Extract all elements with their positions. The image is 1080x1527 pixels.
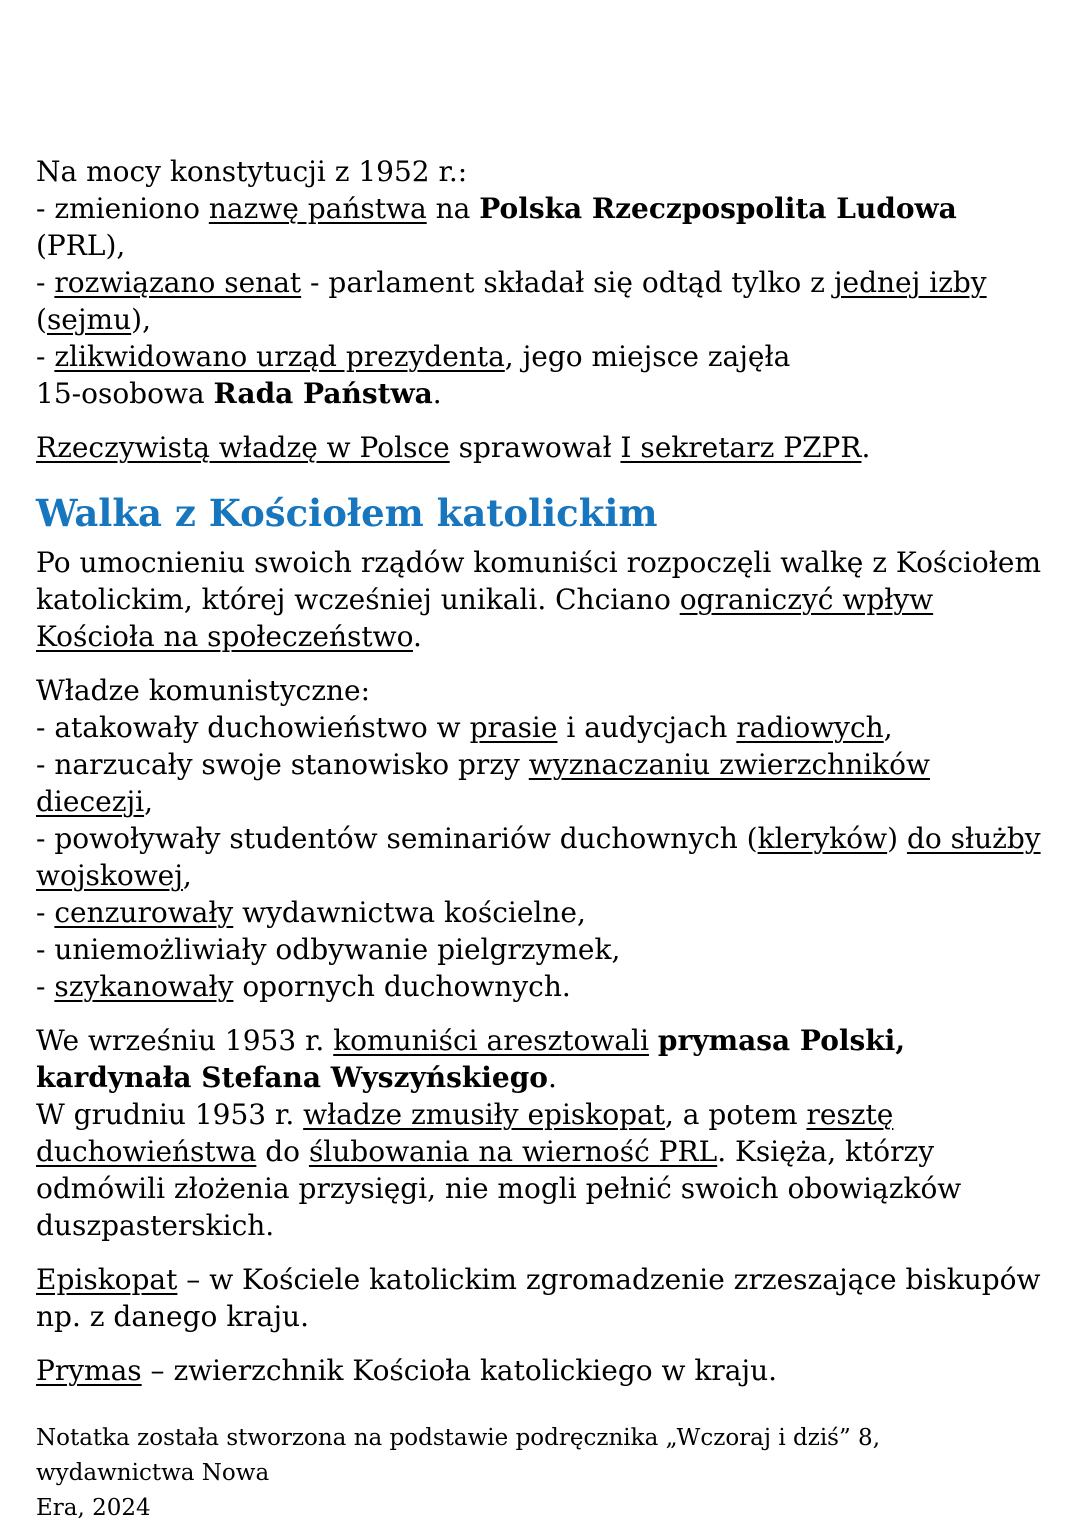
text-run: ) xyxy=(887,822,907,855)
text-run: , xyxy=(182,859,192,892)
text-run: resztę xyxy=(806,1098,894,1131)
text-run: komuniści aresztowali xyxy=(333,1024,649,1057)
para-communist-authorities xyxy=(36,672,1042,1005)
text-run: diecezji xyxy=(36,785,145,818)
text-run: - xyxy=(36,896,55,929)
text-run: . xyxy=(861,431,871,464)
text-run: nazwę państwa xyxy=(208,192,427,225)
footer-source-note xyxy=(36,1421,1042,1526)
text-run: Polska Rzeczpospolita Ludowa xyxy=(479,192,957,225)
text-run: . xyxy=(412,620,422,653)
text-run: jednej izby xyxy=(833,266,987,299)
text-run: – zwierzchnik Kościoła katolickiego w kraju. xyxy=(141,1354,778,1387)
text-run: duszpasterskich. xyxy=(36,1209,275,1242)
text-run: prymasa Polski, xyxy=(657,1024,906,1057)
text-run: - narzucały swoje stanowisko przy xyxy=(36,748,529,781)
text-run: rozwiązano senat xyxy=(54,266,302,299)
text-run: radiowych xyxy=(736,711,884,744)
para-church-intro xyxy=(36,544,1042,655)
text-run: wojskowej xyxy=(36,859,183,892)
text-run: Kościoła na społeczeństwo xyxy=(36,620,413,653)
text-run: , jego miejsce zajęła xyxy=(504,340,791,373)
text-run: , xyxy=(144,785,153,818)
section-heading-walka xyxy=(36,491,1042,536)
text-run: I sekretarz PZPR xyxy=(620,431,862,464)
document-body xyxy=(36,153,1042,1526)
text-run: kleryków xyxy=(757,822,888,855)
para-real-power xyxy=(36,429,1042,466)
para-constitution-1952 xyxy=(36,153,1042,412)
text-run: Walka z Kościołem katolickim xyxy=(36,491,658,535)
text-run: (PRL), xyxy=(36,229,126,262)
text-run: odmówili złożenia przysięgi, nie mogli pełnić swoich obowiązków xyxy=(36,1172,962,1205)
text-run: Era, 2024 xyxy=(36,1495,151,1521)
text-run: Rzeczywistą władzę w Polsce xyxy=(36,431,450,464)
text-run: - atakowały duchowieństwo w xyxy=(36,711,470,744)
text-run: ograniczyć wpływ xyxy=(679,583,934,616)
text-run: Na mocy konstytucji z 1952 r.: xyxy=(36,155,468,188)
para-wyszynski-arrest xyxy=(36,1022,1042,1244)
text-run: cenzurowały xyxy=(54,896,234,929)
text-run: - powoływały studentów seminariów duchownych ( xyxy=(36,822,758,855)
text-run: . xyxy=(432,377,442,410)
text-run: 15-osobowa xyxy=(36,377,214,410)
text-run: Episkopat xyxy=(36,1263,178,1296)
text-run: We wrześniu 1953 r. xyxy=(36,1024,334,1057)
text-run: W grudniu 1953 r. xyxy=(36,1098,304,1131)
text-run: Notatka została stworzona na podstawie podręcznika „Wczoraj i dziś” 8, wydawnictwa Nowa xyxy=(36,1425,881,1486)
text-run: , xyxy=(883,711,893,744)
text-run: wydawnictwa kościelne, xyxy=(233,896,586,929)
text-run: do xyxy=(256,1135,309,1168)
text-run: Władze komunistyczne: xyxy=(36,674,371,707)
text-run: . xyxy=(547,1061,557,1094)
text-run: sprawował xyxy=(449,431,621,464)
text-run: zlikwidowano urząd prezydenta xyxy=(54,340,505,373)
text-run: - parlament składał się odtąd tylko z xyxy=(301,266,834,299)
text-run: sejmu xyxy=(46,303,132,336)
text-run: ( xyxy=(36,303,47,336)
text-run: , a potem xyxy=(665,1098,807,1131)
text-run: - xyxy=(36,340,55,373)
para-prymas-definition xyxy=(36,1352,1042,1389)
text-run: wyznaczaniu zwierzchników xyxy=(528,748,930,781)
text-run: Prymas xyxy=(36,1354,142,1387)
text-run: ), xyxy=(131,303,151,336)
text-run: - xyxy=(36,266,55,299)
text-run: np. z danego kraju. xyxy=(36,1300,309,1333)
para-episkopat-definition xyxy=(36,1261,1042,1335)
text-run: szykanowały xyxy=(54,970,234,1003)
text-run: - zmieniono xyxy=(36,192,209,225)
text-run: . Księża, którzy xyxy=(717,1135,935,1168)
text-run: władze zmusiły episkopat xyxy=(303,1098,665,1131)
text-run: ślubowania na wierność PRL xyxy=(308,1135,718,1168)
text-run: - xyxy=(36,970,55,1003)
text-run: do służby xyxy=(906,822,1041,855)
text-run: kardynała Stefana Wyszyńskiego xyxy=(36,1061,548,1094)
text-run: na xyxy=(426,192,480,225)
text-run: - uniemożliwiały odbywanie pielgrzymek, xyxy=(36,933,621,966)
text-run: Po umocnieniu swoich rządów komuniści rozpoczęli walkę z Kościołem xyxy=(36,546,1041,579)
text-run xyxy=(649,1024,658,1057)
text-run: duchowieństwa xyxy=(36,1135,257,1168)
text-run: katolickim, której wcześniej unikali. Chciano xyxy=(36,583,680,616)
text-run: prasie xyxy=(469,711,558,744)
text-run: opornych duchownych. xyxy=(233,970,571,1003)
text-run: – w Kościele katolickim zgromadzenie zrzeszające biskupów xyxy=(177,1263,1041,1296)
text-run: i audycjach xyxy=(557,711,737,744)
text-run: Rada Państwa xyxy=(213,377,433,410)
